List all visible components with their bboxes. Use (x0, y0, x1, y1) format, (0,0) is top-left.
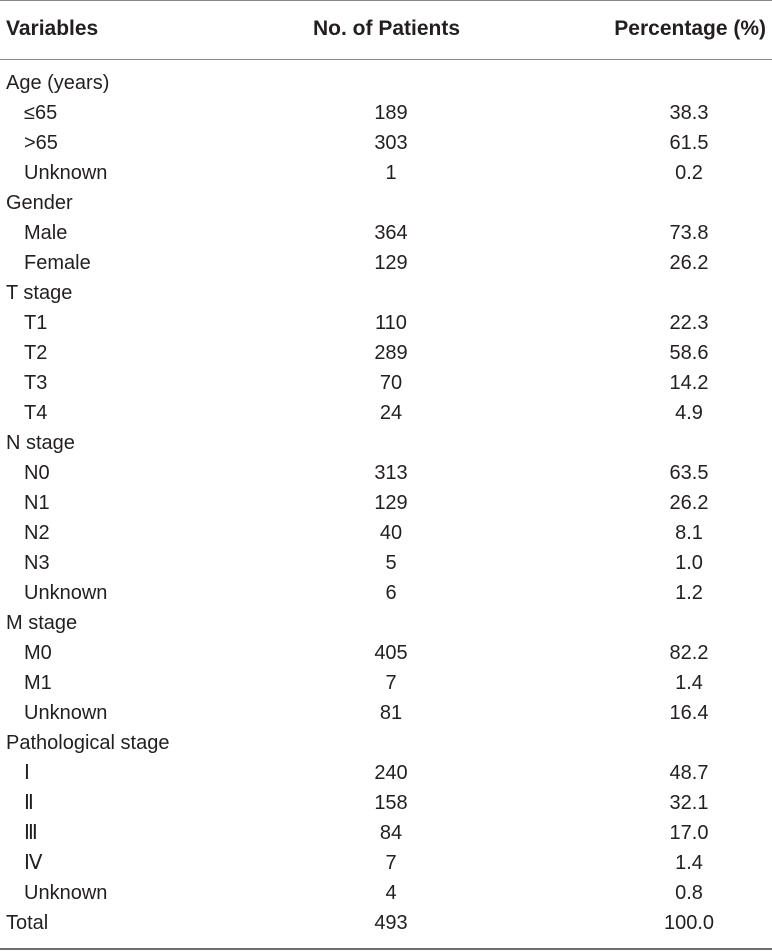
row-percentage: 26.2 (669, 252, 709, 274)
row-label: Female (24, 252, 91, 274)
row-label: Unknown (24, 702, 108, 724)
row-percentage: 1.0 (675, 552, 703, 574)
table-row (0, 308, 772, 338)
row-percentage: 17.0 (669, 822, 709, 844)
row-label: Ⅳ (24, 852, 43, 874)
row-patient-count: 240 (374, 762, 408, 784)
table-row (0, 818, 772, 848)
header-percentage: Percentage (%) (614, 17, 766, 40)
row-label: T2 (24, 342, 48, 364)
row-percentage: 61.5 (669, 132, 709, 154)
row-percentage: 38.3 (669, 102, 709, 124)
row-label: Age (years) (6, 72, 110, 94)
table-row (0, 158, 772, 188)
row-patient-count: 1 (385, 162, 397, 184)
row-percentage: 0.8 (675, 882, 703, 904)
header-variables: Variables (6, 17, 99, 40)
table-row (0, 368, 772, 398)
table-row (0, 578, 772, 608)
row-label: >65 (24, 132, 58, 154)
row-patient-count: 129 (374, 252, 408, 274)
row-patient-count: 405 (374, 642, 408, 664)
header-no-of-patients: No. of Patients (313, 17, 461, 40)
table-row (0, 98, 772, 128)
row-label: Ⅲ (24, 822, 38, 844)
row-patient-count: 364 (374, 222, 408, 244)
row-patient-count: 81 (379, 702, 403, 724)
row-label: Unknown (24, 162, 108, 184)
table-group-row (0, 428, 772, 458)
row-label: M0 (24, 642, 52, 664)
table-header (0, 0, 772, 59)
row-patient-count: 24 (379, 402, 403, 424)
row-patient-count: 84 (379, 822, 403, 844)
row-patient-count: 313 (374, 462, 408, 484)
row-label: Gender (6, 192, 73, 214)
row-patient-count: 303 (374, 132, 408, 154)
row-patient-count: 7 (385, 852, 397, 874)
row-label: N1 (24, 492, 50, 514)
row-percentage: 1.4 (675, 852, 703, 874)
row-label: T stage (6, 282, 73, 304)
row-percentage: 8.1 (675, 522, 703, 544)
table-row (0, 398, 772, 428)
row-patient-count: 70 (379, 372, 403, 394)
table-row (0, 668, 772, 698)
table-group-row (0, 608, 772, 638)
row-label: Total (6, 912, 49, 934)
row-patient-count: 7 (385, 672, 397, 694)
row-label: ≤65 (24, 102, 58, 124)
row-percentage: 22.3 (669, 312, 709, 334)
table-row (0, 458, 772, 488)
row-percentage: 63.5 (669, 462, 709, 484)
table-row (0, 338, 772, 368)
row-label: Ⅱ (24, 792, 34, 814)
row-patient-count: 158 (374, 792, 408, 814)
row-patient-count: 4 (385, 882, 397, 904)
row-label: T1 (24, 312, 48, 334)
row-patient-count: 129 (374, 492, 408, 514)
row-percentage: 26.2 (669, 492, 709, 514)
row-label: Ⅰ (24, 762, 30, 784)
table-group-row (0, 68, 772, 98)
table-row (0, 878, 772, 908)
row-percentage: 0.2 (675, 162, 703, 184)
row-percentage: 1.2 (675, 582, 703, 604)
table-row (0, 248, 772, 278)
row-label: N stage (6, 432, 75, 454)
row-label: Unknown (24, 882, 108, 904)
row-label: M stage (6, 612, 78, 634)
table-group-row (0, 278, 772, 308)
row-percentage: 48.7 (669, 762, 709, 784)
header-rule (0, 59, 772, 60)
row-percentage: 82.2 (669, 642, 709, 664)
table-body (0, 68, 772, 938)
table-row (0, 848, 772, 878)
row-label: T4 (24, 402, 48, 424)
row-patient-count: 40 (379, 522, 403, 544)
table-row (0, 758, 772, 788)
table-row (0, 548, 772, 578)
table-row (0, 698, 772, 728)
table-row (0, 218, 772, 248)
table-row (0, 488, 772, 518)
row-percentage: 1.4 (675, 672, 703, 694)
table-group-row (0, 908, 772, 938)
row-percentage: 14.2 (669, 372, 709, 394)
row-label: N3 (24, 552, 50, 574)
table-row (0, 788, 772, 818)
row-label: T3 (24, 372, 48, 394)
table-group-row (0, 728, 772, 758)
row-patient-count: 493 (374, 912, 408, 934)
row-label: M1 (24, 672, 52, 694)
row-percentage: 100.0 (663, 912, 715, 934)
table-row (0, 128, 772, 158)
row-label: Unknown (24, 582, 108, 604)
row-label: Male (24, 222, 68, 244)
row-percentage: 58.6 (669, 342, 709, 364)
table-group-row (0, 188, 772, 218)
row-percentage: 32.1 (669, 792, 709, 814)
row-label: Pathological stage (6, 732, 170, 754)
row-percentage: 4.9 (675, 402, 703, 424)
row-patient-count: 289 (374, 342, 408, 364)
row-percentage: 73.8 (669, 222, 709, 244)
row-patient-count: 110 (375, 312, 407, 334)
row-label: N0 (24, 462, 50, 484)
row-patient-count: 5 (385, 552, 397, 574)
table-row (0, 638, 772, 668)
row-percentage: 16.4 (669, 702, 709, 724)
row-label: N2 (24, 522, 50, 544)
table-row (0, 518, 772, 548)
row-patient-count: 189 (374, 102, 408, 124)
bottom-rule (0, 948, 772, 950)
row-patient-count: 6 (385, 582, 397, 604)
